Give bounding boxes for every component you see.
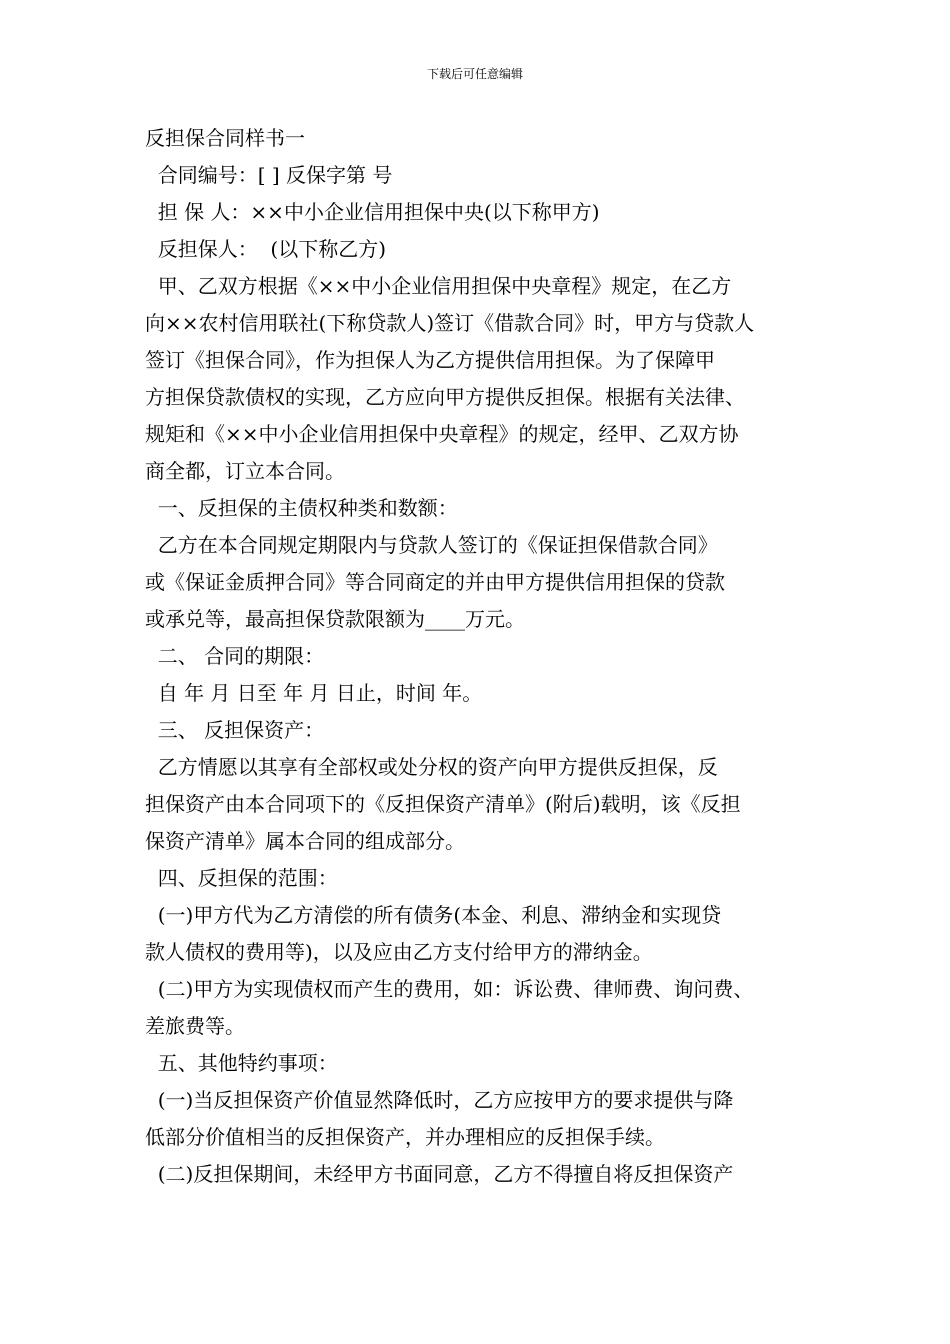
text-line: 自 年 月 日至 年 月 日止，时间 年。 (145, 681, 483, 705)
contract-number-line: 合同编号：[ ] 反保字第 号 (145, 163, 393, 187)
section-heading: 一、反担保的主债权种类和数额： (145, 496, 458, 520)
section-heading: 五、其他特约事项： (145, 1051, 338, 1075)
text-line: 乙方情愿以其享有全部权或处分权的资产向甲方提供反担保，反 (145, 755, 718, 779)
text-line: 甲、乙双方根据《××中小企业信用担保中央章程》规定，在乙方 (145, 274, 732, 298)
text-line: 差旅费等。 (145, 1014, 245, 1038)
text-line: 规矩和《××中小企业信用担保中央章程》的规定，经甲、乙双方协 (145, 422, 739, 446)
text-line: 签订《担保合同》，作为担保人为乙方提供信用担保。为了保障甲 (145, 348, 715, 372)
text-line: (一)当反担保资产价值显然降低时，乙方应按甲方的要求提供与降 (145, 1088, 734, 1112)
text-line: 或《保证金质押合同》等合同商定的并由甲方提供信用担保的贷款 (145, 570, 725, 594)
text-line: 或承兑等，最高担保贷款限额为____万元。 (145, 607, 525, 631)
page-header-note: 下载后可任意编辑 (426, 67, 523, 81)
text-line: 商全都，订立本合同。 (145, 459, 345, 483)
text-line: (二)反担保期间，未经甲方书面同意，乙方不得擅自将反担保资产 (145, 1162, 734, 1186)
text-line: 低部分价值相当的反担保资产，并办理相应的反担保手续。 (145, 1125, 665, 1149)
section-heading: 四、反担保的范围： (145, 866, 338, 890)
section-heading: 二、 合同的期限： (145, 644, 325, 668)
text-line: 乙方在本合同规定期限内与贷款人签订的《保证担保借款合同》 (145, 533, 718, 557)
guarantor-line: 担 保 人：××中小企业信用担保中央(以下称甲方) (145, 200, 600, 224)
text-line: 保资产清单》属本合同的组成部分。 (145, 829, 465, 853)
text-line: 担保资产由本合同项下的《反担保资产清单》(附后)载明，该《反担 (145, 792, 741, 816)
counter-guarantor-line: 反担保人： (以下称乙方) (145, 237, 387, 261)
doc-title: 反担保合同样书一 (145, 126, 305, 150)
text-line: 向××农村信用联社(下称贷款人)签订《借款合同》时，甲方与贷款人 (145, 311, 755, 335)
contract-body (145, 120, 825, 1193)
text-line: (一)甲方代为乙方清偿的所有债务(本金、利息、滞纳金和实现贷 (145, 903, 722, 927)
text-line: (二)甲方为实现债权而产生的费用，如：诉讼费、律师费、询问费、 (145, 977, 754, 1001)
text-line: 方担保贷款债权的实现，乙方应向甲方提供反担保。根据有关法律、 (145, 385, 745, 409)
section-heading: 三、 反担保资产： (145, 718, 325, 742)
text-line: 款人债权的费用等)，以及应由乙方支付给甲方的滞纳金。 (145, 940, 653, 964)
